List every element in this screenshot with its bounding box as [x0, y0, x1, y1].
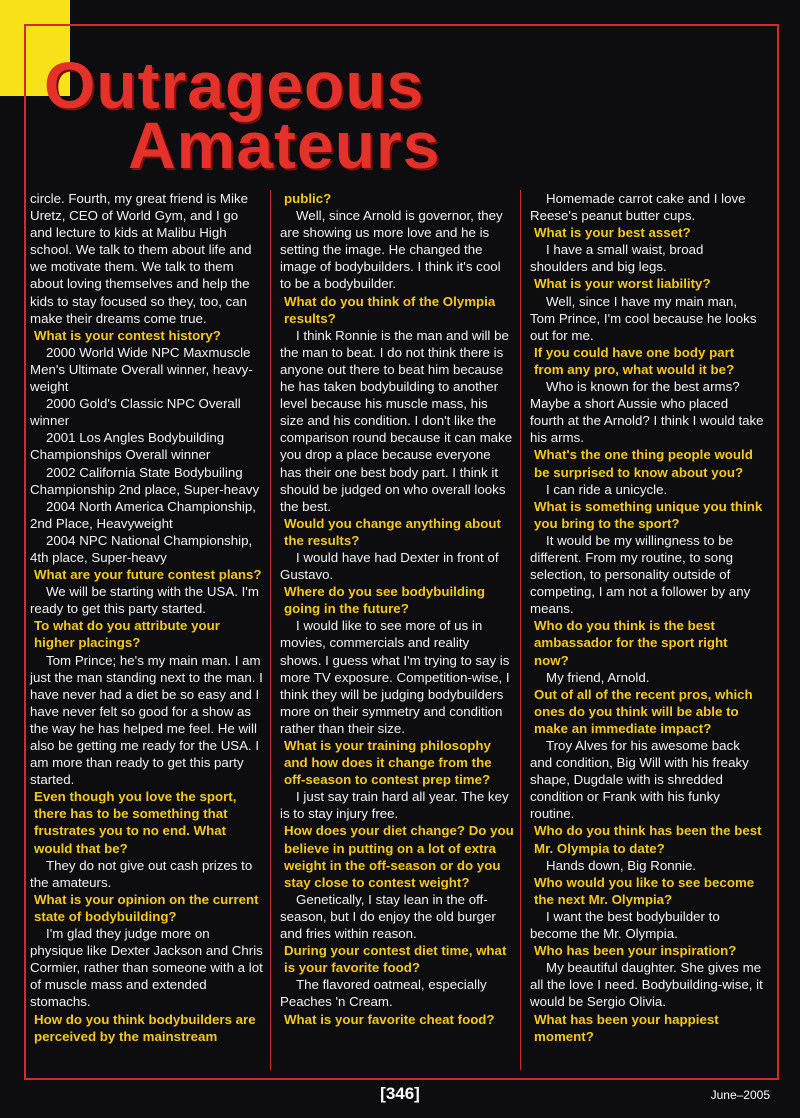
answer: I'm glad they judge more on physique like Dexter Jackson and Chris Cormier, rather than someone with a lot of muscle mass and extended stomachs. [30, 926, 263, 1010]
headline-line-1: Outrageous [44, 48, 425, 122]
question: If you could have one body part from any pro, what would it be? [534, 344, 735, 377]
answer: Genetically, I stay lean in the off-season, but I do enjoy the old burger and fries within reason. [280, 891, 496, 942]
answer: I would like to see more of us in movies, commercials and reality shows. I guess what I'm trying to say is more TV exposure. Competition-wise, I think they will be judging bodybuilders more on their symmetry and condition rather than their size. [280, 618, 510, 736]
question: Who would you like to see become the next Mr. Olympia? [534, 874, 755, 907]
article-column-2 [280, 190, 514, 1028]
contest-entry: 2004 North America Championship, 2nd Place, Heavyweight [30, 498, 256, 531]
answer: Homemade carrot cake and I love Reese's peanut butter cups. [530, 191, 746, 224]
question: What is your opinion on the current state of bodybuilding? [34, 891, 259, 924]
question: What is your best asset? [534, 225, 691, 241]
answer: Hands down, Big Ronnie. [546, 857, 697, 873]
contest-entry: 2000 World Wide NPC Maxmuscle Men's Ultimate Overall winner, heavy-weight [30, 344, 253, 395]
article-column-1 [30, 190, 264, 1045]
answer: We will be starting with the USA. I'm ready to get this party started. [30, 584, 259, 617]
answer: I want the best bodybuilder to become the Mr. Olympia. [530, 908, 720, 942]
page-number: [346] [380, 1084, 420, 1103]
contest-entry: 2001 Los Angles Bodybuilding Championships Overall winner [30, 430, 225, 463]
question: What is your training philosophy and how does it change from the off-season to contest prep time? [284, 738, 492, 788]
question: Who do you think is the best ambassador for the sport right now? [534, 618, 728, 668]
answer: Troy Alves for his awesome back and condition, Big Will with his freaky shape, Dugdale with is shredded condition or Frank with his funky routine. [530, 738, 749, 822]
answer: I can ride a unicycle. [546, 481, 668, 497]
question: Where do you see bodybuilding going in the future? [284, 584, 485, 617]
answer: I just say train hard all year. The key is to stay injury free. [280, 789, 509, 822]
question: What is something unique you think you bring to the sport? [534, 498, 763, 531]
question: Who do you think has been the best Mr. Olympia to date? [534, 823, 762, 856]
answer: They do not give out cash prizes to the amateurs. [30, 857, 253, 890]
contest-entry: 2004 NPC National Championship, 4th place, Super-heavy [30, 532, 253, 565]
column-divider [520, 190, 521, 1070]
paragraph: circle. Fourth, my great friend is Mike Uretz, CEO of World Gym, and I go and lecture to kids at Malibu High school. We talk to them about life and we motivate them. We talk to them about loving themselves and help the kids to stay focused so they, too, can make their dreams come true. [30, 191, 252, 326]
question: What is your contest history? [34, 327, 221, 343]
answer: My beautiful daughter. She gives me all the love I need. Bodybuilding-wise, it would be Sergio Olivia. [530, 960, 763, 1010]
answer: Well, since I have my main man, Tom Prince, I'm cool because he looks out for me. [530, 293, 757, 343]
answer: It would be my willingness to be different. From my routine, to song selection, to personality outside of competing, I am not a follower by any means. [530, 532, 751, 617]
question: What do you think of the Olympia results? [284, 293, 496, 326]
headline-line-2: Amateurs [128, 108, 441, 182]
question: Who has been your inspiration? [534, 943, 737, 959]
question: Would you change anything about the results? [284, 515, 501, 548]
contest-entry: 2002 California State Bodybuiling Championship 2nd place, Super-heavy [30, 464, 260, 497]
answer: I would have had Dexter in front of Gustavo. [280, 549, 499, 583]
question: What has been your happiest moment? [534, 1011, 719, 1044]
question: What is your favorite cheat food? [284, 1011, 495, 1027]
question: To what do you attribute your higher placings? [34, 618, 220, 651]
answer: The flavored oatmeal, especially Peaches 'n Cream. [280, 977, 487, 1010]
question: What is your worst liability? [534, 276, 711, 292]
article-column-3 [530, 190, 764, 1045]
answer: Tom Prince; he's my main man. I am just the man standing next to the man. I have never had a diet be so easy and I have never felt so good for a show as the way he has helped me feel. He will also be getting me ready for the USA. I am more than ready to get this party started. [30, 652, 263, 788]
answer: Who is known for the best arms? Maybe a short Aussie who placed fourth at the Arnold? I think I would take his arms. [530, 379, 764, 446]
contest-entry: 2000 Gold's Classic NPC Overall winner [30, 396, 241, 429]
question: Out of all of the recent pros, which ones do you think will be able to make an immediate impact? [534, 686, 753, 736]
question: What's the one thing people would be surprised to know about you? [534, 447, 753, 480]
answer: My friend, Arnold. [546, 669, 650, 685]
answer: Well, since Arnold is governor, they are showing us more love and he is setting the image. He changed the image of bodybuilders. I think it's cool to be a bodybuilder. [280, 208, 503, 292]
column-divider [270, 190, 271, 1070]
question: How do you think bodybuilders are perceived by the mainstream [34, 1011, 256, 1044]
question: How does your diet change? Do you believe in putting on a lot of extra weight in the off-season or do you stay close to contest weight? [284, 823, 514, 890]
question: Even though you love the sport, there has to be something that frustrates you to no end. What would that be? [34, 789, 237, 856]
issue-date: June–2005 [710, 1088, 770, 1102]
answer: I think Ronnie is the man and will be the man to beat. I do not think there is anyone out there to beat him because he has taken bodybuilding to another level because his muscle mass, his size and his condition. I don't like the comparison round because it can make you drop a place because everyone has their one best body part. I think it should be judged on who overall looks the best. [280, 327, 513, 514]
question: What are your future contest plans? [34, 567, 262, 583]
question: public? [284, 191, 332, 206]
answer: I have a small waist, broad shoulders and big legs. [530, 242, 704, 275]
question: During your contest diet time, what is your favorite food? [284, 943, 507, 976]
